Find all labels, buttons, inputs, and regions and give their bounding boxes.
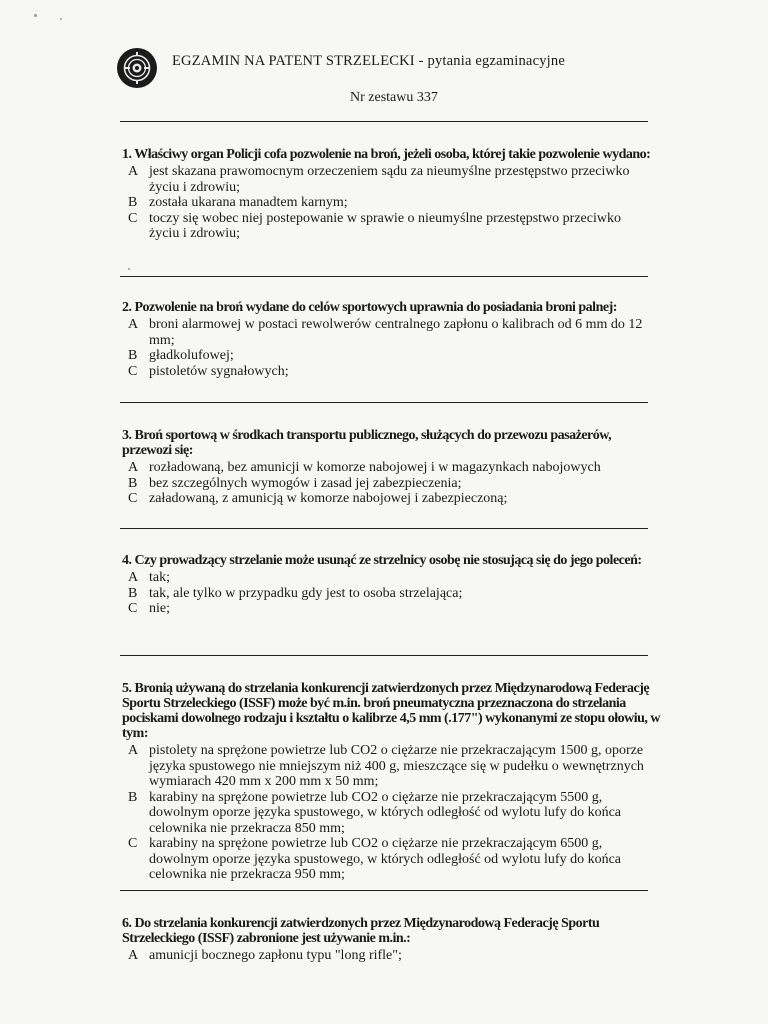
answer-text: broni alarmowej w postaci rewolwerów centralnego zapłonu o kalibrach od 6 mm do 12 mm; <box>149 317 643 348</box>
shooting-target-logo-icon <box>117 48 157 88</box>
answer-text: pistoletów sygnałowych; <box>149 363 289 379</box>
answer-option-a <box>122 317 662 348</box>
answer-letter: B <box>128 475 138 491</box>
answer-text: jest skazana prawomocnym orzeczeniem sądu za nieumyślne przestępstwo przeciwko życiu i zdrowiu; <box>149 164 630 195</box>
answer-letter: A <box>128 743 139 758</box>
scan-speck <box>34 14 37 17</box>
answer-text: rozładowaną, bez amunicji w komorze nabojowej i w magazynkach nabojowych <box>149 460 601 475</box>
answer-option-b <box>122 586 662 602</box>
question-text: 1. Właściwy organ Policji cofa pozwolenie na broń, jeżeli osoba, której takie pozwolenie wydano: <box>122 147 651 162</box>
question-2 <box>122 300 662 379</box>
answer-option-b <box>122 476 662 492</box>
answer-letter: C <box>128 836 138 851</box>
question-4 <box>122 553 662 617</box>
set-number: Nr zestawu 337 <box>350 90 438 105</box>
answer-option-c <box>122 836 662 883</box>
answer-text: została ukarana manadtem karnym; <box>149 195 348 210</box>
answer-option-c <box>122 491 662 507</box>
answer-letter: A <box>128 317 139 332</box>
answer-text: tak, ale tylko w przypadku gdy jest to osoba strzelająca; <box>149 585 463 601</box>
divider <box>120 890 648 891</box>
question-text: 3. Broń sportową w środkach transportu publicznego, służących do przewozu pasażerów, przewozi się: <box>122 428 612 458</box>
answer-option-a <box>122 164 662 195</box>
answer-option-c <box>122 364 662 380</box>
divider <box>120 276 648 277</box>
divider <box>120 121 648 122</box>
answer-letter: B <box>128 585 138 601</box>
answer-letter: B <box>128 348 138 363</box>
question-1 <box>122 147 662 242</box>
answer-text: amunicji bocznego zapłonu typu "long rifle"; <box>149 948 402 963</box>
answer-letter: A <box>128 570 139 585</box>
question-3 <box>122 428 662 507</box>
answer-option-a <box>122 570 662 586</box>
question-text: 4. Czy prowadzący strzelanie może usunąć ze strzelnicy osobę nie stosującą się do jego poleceń: <box>122 553 642 568</box>
answer-text: toczy się wobec niej postepowanie w sprawie o nieumyślne przestępstwo przeciwko życiu i zdrowiu; <box>149 210 621 241</box>
answer-option-a <box>122 743 662 790</box>
question-text: 6. Do strzelania konkurencji zatwierdzonych przez Międzynarodową Federację Sportu Strzeleckiego (ISSF) zabronione jest używanie m.in.: <box>122 916 600 946</box>
answer-option-b <box>122 195 662 211</box>
divider <box>120 655 648 656</box>
answer-text: załadowaną, z amunicją w komorze nabojowej i zabezpieczoną; <box>149 491 508 506</box>
answer-letter: C <box>128 601 138 616</box>
answer-letter: B <box>128 195 138 210</box>
question-5 <box>122 681 662 883</box>
answer-letter: C <box>128 363 138 379</box>
question-text: 5. Bronią używaną do strzelania konkurencji zatwierdzonych przez Międzynarodową Federację Sportu Strzeleckiego (ISSF) może być m.in. broń pneumatyczna przeznaczona do strzelania pociskami dowolnego rodzaju i kształtu o kalibrze 4,5 mm (.177") wykonanymi ze stopu ołowiu, w tym: <box>122 681 661 741</box>
answer-text: gładkolufowej; <box>149 348 234 363</box>
answer-text: bez szczególnych wymogów i zasad jej zabezpieczenia; <box>149 475 462 491</box>
answer-text: pistolety na sprężone powietrze lub CO2 o ciężarze nie przekraczającym 1500 g, oporze języka spustowego nie mniejszym niż 400 g, mieszczące się w pudełku o wewnętrznych wymiarach 420 mm x 200 mm x 50 mm; <box>149 743 644 789</box>
divider <box>120 402 648 403</box>
answer-text: karabiny na sprężone powietrze lub CO2 o ciężarze nie przekraczającym 5500 g, dowolnym oporze języka spustowego, w których odległość od wylotu lufy do końca celownika nie przekracza 850 mm; <box>149 789 622 836</box>
answer-letter: C <box>128 491 138 506</box>
scan-speck <box>60 18 62 20</box>
answer-letter: B <box>128 789 138 805</box>
question-text: 2. Pozwolenie na broń wydane do celów sportowych uprawnia do posiadania broni palnej: <box>122 300 617 315</box>
answer-option-a <box>122 460 662 476</box>
divider <box>120 528 648 529</box>
answer-text: nie; <box>149 601 170 616</box>
question-6 <box>122 916 662 964</box>
answer-letter: C <box>128 210 138 226</box>
page-header-title: EGZAMIN NA PATENT STRZELECKI - pytania egzaminacyjne <box>172 53 565 69</box>
answer-option-b <box>122 790 662 837</box>
answer-option-c <box>122 601 662 617</box>
answer-option-b <box>122 348 662 364</box>
answer-option-a <box>122 948 662 964</box>
answer-text: karabiny na sprężone powietrze lub CO2 o ciężarze nie przekraczającym 6500 g, dowolnym oporze języka spustowego, w których odległość od wylotu lufy do końca celownika nie przekracza 950 mm; <box>149 836 622 882</box>
scan-speck <box>128 268 130 270</box>
answer-text: tak; <box>149 570 170 585</box>
answer-letter: A <box>128 948 139 963</box>
answer-option-c <box>122 211 662 242</box>
answer-letter: A <box>128 164 139 179</box>
answer-letter: A <box>128 460 139 475</box>
